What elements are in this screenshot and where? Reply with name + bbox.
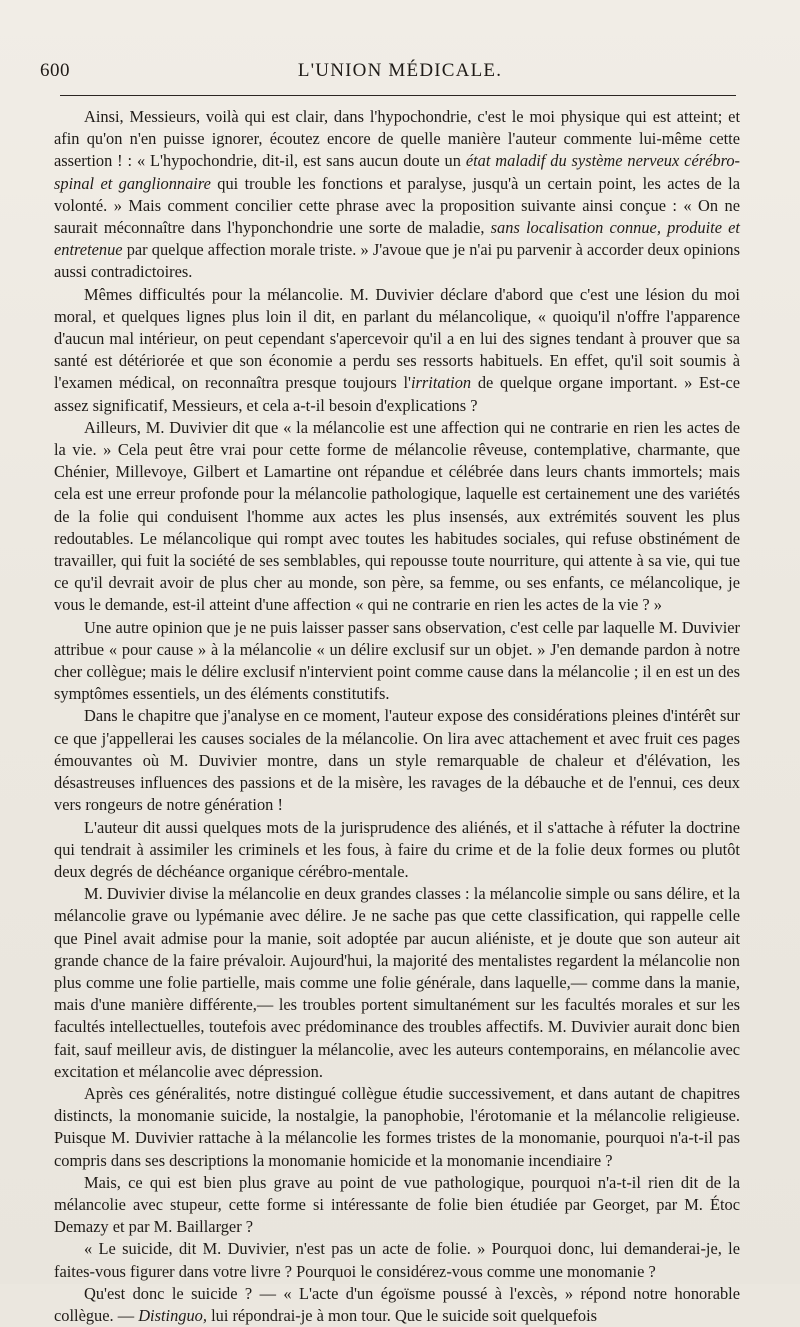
paragraph-text: lui répondrai-je à mon tour. Que le suicide soit quelquefois xyxy=(206,1305,598,1325)
paragraph xyxy=(54,417,740,617)
paragraph-text: par quelque affection morale triste. » J'avoue que je n'ai pu parvenir à accorder deux opinions aussi contradictoires. xyxy=(54,240,740,282)
paragraph-text: Mais, ce qui est bien plus grave au point de vue pathologique, pourquoi n'a-t-il rien dit de la mélancolie avec stupeur, cette forme si intéressante de folie bien étudiée par Georget, par M. Étoc Demazy et par M. Baillarger ? xyxy=(54,1172,740,1237)
italic-text: sans localisation connue, produite et entretenue xyxy=(54,218,740,260)
italic-text: Distinguo, xyxy=(138,1305,207,1325)
paragraph xyxy=(54,284,740,417)
paragraph-text: L'auteur dit aussi quelques mots de la jurisprudence des aliénés, et il s'attache à réfuter la doctrine qui tendrait à assimiler les criminels et les fous, à faire du crime et de la folie deux formes ou plutôt deux degrés de déchéance organique cérébro-mentale. xyxy=(54,817,740,881)
page-number: 600 xyxy=(40,60,70,81)
paragraph xyxy=(54,1172,740,1239)
paragraph-text: Après ces généralités, notre distingué collègue étudie successivement, et dans autant de chapitres distincts, la monomanie suicide, la nostalgie, la panophobie, l'érotomanie et la mélancolie religieuse. Puisque M. Duvivier rattache à la mélancolie les formes tristes de la monomanie, pourquoi n'a-t-il pas compris dans ses descriptions la monomanie homicide et la monomanie incendiaire ? xyxy=(54,1083,740,1170)
paragraph xyxy=(54,1238,740,1282)
header-rule xyxy=(60,95,736,96)
paragraph-text: de quelque organe important. » Est-ce assez significatif, Messieurs, et cela a-t-il besoin d'explications ? xyxy=(54,373,740,415)
paragraph-text: Une autre opinion que je ne puis laisser passer sans observation, c'est celle par laquelle M. Duvivier attribue « pour cause » à la mélancolie « un délire exclusif sur un objet. » J'en demande pardon à notre cher collègue; mais le délire exclusif n'intervient point comme cause dans la mélancolie ; il en est un des symptômes essentiels, un des éléments constitutifs. xyxy=(54,617,740,704)
paragraph-text: Dans le chapitre que j'analyse en ce moment, l'auteur expose des considérations pleines d'intérêt sur ce que j'appellerai les causes sociales de la mélancolie. On lira avec attachement et avec fruit ces pages émouvantes où M. Duvivier montre, dans un style remarquable de chaleur et d'élévation, les désastreuses influences des passions et de la misère, les ravages de la débauche et de l'ennui, ces deux vers rongeurs de notre génération ! xyxy=(54,706,740,815)
paragraph xyxy=(54,1283,740,1327)
running-title: L'UNION MÉDICALE. xyxy=(297,60,503,81)
paragraph-text: qui trouble les fonctions et paralyse, jusqu'à un certain point, les actes de la volonté. » Mais comment concilier cette phrase avec la proposition suivante ainsi conçue : « On ne saurait méconnaître dans l'hyponchondrie une sorte de maladie, xyxy=(54,173,740,238)
italic-text: irritation xyxy=(411,373,472,393)
paragraph xyxy=(54,817,740,884)
paragraph-text: Qu'est donc le suicide ? — « L'acte d'un égoïsme poussé à l'excès, » répond notre honorable collègue. — xyxy=(54,1283,740,1325)
paragraph-text: Mêmes difficultés pour la mélancolie. M. Duvivier déclare d'abord que c'est une lésion du moi moral, et quelques lignes plus loin il dit, en parlant du mélancolique, « quoiqu'il n'offre l'apparence d'aucun mal intérieur, on peut cependant s'apercevoir qu'il a en lui des signes tendant à prouver que sa santé est détériorée et que son économie a perdu ses ressorts habituels. En effet, qu'il soit soumis à l'examen médical, on reconnaîtra presque toujours l' xyxy=(54,284,740,393)
paragraph xyxy=(54,705,740,816)
paragraph xyxy=(54,106,740,284)
page-header xyxy=(0,60,800,96)
article-body xyxy=(54,106,740,1327)
paragraph xyxy=(54,1083,740,1172)
paragraph xyxy=(54,883,740,1083)
paragraph-text: M. Duvivier divise la mélancolie en deux grandes classes : la mélancolie simple ou sans délire, et la mélancolie grave ou lypémanie avec délire. Je ne sache pas que cette classification, qui rappelle celle que Pinel avait admise pour la manie, soit adoptée par aucun aliéniste, et je doute que son auteur ait grande chance de la faire prévaloir. Aujourd'hui, la majorité des mentalistes regardent la mélancolie non plus comme une folie partielle, mais comme une folie générale, dans laquelle,— comme dans la manie, mais d'une manière différente,— les troubles portent simultanément sur les facultés morales et sur les facultés intellectuelles, toutefois avec prédominance des troubles affectifs. M. Duvivier aurait donc bien fait, sauf meilleur avis, de distinguer la mélancolie, avec les auteurs contemporains, en mélancolie avec excitation et mélancolie avec dépression. xyxy=(54,884,740,1081)
paragraph-text: Ailleurs, M. Duvivier dit que « la mélancolie est une affection qui ne contrarie en rien les actes de la vie. » Cela peut être vrai pour cette forme de mélancolie rêveuse, contemplative, charmante, que Chénier, Millevoye, Gilbert et Lamartine ont répandue et célébrée dans leurs chants immortels; mais cela est une erreur profonde pour la mélancolie pathologique, laquelle est certainement une des variétés de la folie qui conduisent l'homme aux actes les plus insensés, aux extrémités souvent les plus redoutables. Le mélancolique qui rompt avec toutes les habitudes sociales, qui refuse obstinément de travailler, qui fuit la société de ses semblables, qui repousse toute nourriture, qui attente à sa vie, qui tue ce qu'il devrait avoir de plus cher au monde, son père, sa femme, ou ses enfants, ce mélancolique, je vous le demande, est-il atteint d'une affection « qui ne contrarie en rien les actes de la vie ? » xyxy=(54,417,740,615)
paragraph-text: Ainsi, Messieurs, voilà qui est clair, dans l'hypochondrie, c'est le moi physique qui est atteint; et afin qu'on n'en puisse ignorer, écoutez encore de quelle manière l'auteur commente lui-même cette assertion ! : « L'hypochondrie, dit-il, est sans aucun doute un xyxy=(54,107,740,171)
italic-text: état maladif du système nerveux cérébro-spinal et ganglionnaire xyxy=(54,151,740,193)
paragraph xyxy=(54,617,740,706)
paragraph-text: « Le suicide, dit M. Duvivier, n'est pas un acte de folie. » Pourquoi donc, lui demanderai-je, le faites-vous figurer dans votre livre ? Pourquoi le considérez-vous comme une monomanie ? xyxy=(54,1239,740,1281)
